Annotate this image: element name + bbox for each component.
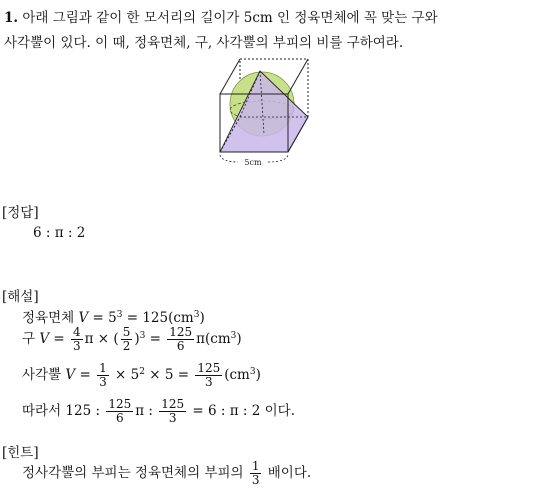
answer-header: [정답] [2, 205, 39, 221]
cube-edge-top-right [288, 59, 308, 94]
question-text-1: 아래 그림과 같이 한 모서리의 길이가 5cm 인 정육면체에 꼭 맞는 구와 [22, 10, 438, 26]
hint-text: 정사각뿔의 부피는 정육면체의 부피의 $\frac{1}{3}$ 배이다. [22, 459, 312, 487]
solution-cube-line: 정육면체 $V = 5^3 = 125(cm^3)$ [22, 310, 205, 326]
fraction: $\frac{1}{3}$ [251, 459, 260, 487]
solution-therefore-line: 따라서 125 : $\frac{125}{6}$ π : $\frac{125}{3}$ = 6 : π : 2 이다. [22, 397, 296, 425]
fraction: $\frac{5}{2}$ [122, 325, 131, 353]
fraction: $\frac{1}{3}$ [99, 361, 107, 389]
fraction: $\frac{125}{3}$ [197, 361, 221, 389]
fraction: $\frac{125}{6}$ [108, 397, 132, 425]
fraction: $\frac{125}{3}$ [161, 397, 185, 425]
cube-figure [210, 54, 330, 172]
fraction: $\frac{125}{6}$ [169, 325, 193, 353]
question-line-1 [4, 6, 438, 26]
dimension-label: 5cm [244, 158, 262, 167]
solution-header: [해설] [2, 289, 39, 305]
answer-text: 6 : π : 2 [33, 225, 86, 241]
fraction: $\frac{4}{3}$ [73, 325, 81, 353]
question-number: 1. [4, 10, 19, 26]
hint-header: [힌트] [2, 445, 39, 461]
solution-sphere-line: 구 V = $\frac{4}{3}$ π × ( $\frac{5}{2}$ )$^3$ = $\frac{125}{6}$ $\pi(cm^3)$ [22, 325, 242, 353]
solution-pyramid-line: 사각뿔 V = $\frac{1}{3}$ × $5^2 \times 5$ = $\frac{125}{3}$ $(cm^3)$ [22, 361, 261, 389]
question-text-2: 사각뿔이 있다. 이 때, 정육면체, 구, 사각뿔의 부피의 비를 구하여라. [4, 35, 404, 51]
